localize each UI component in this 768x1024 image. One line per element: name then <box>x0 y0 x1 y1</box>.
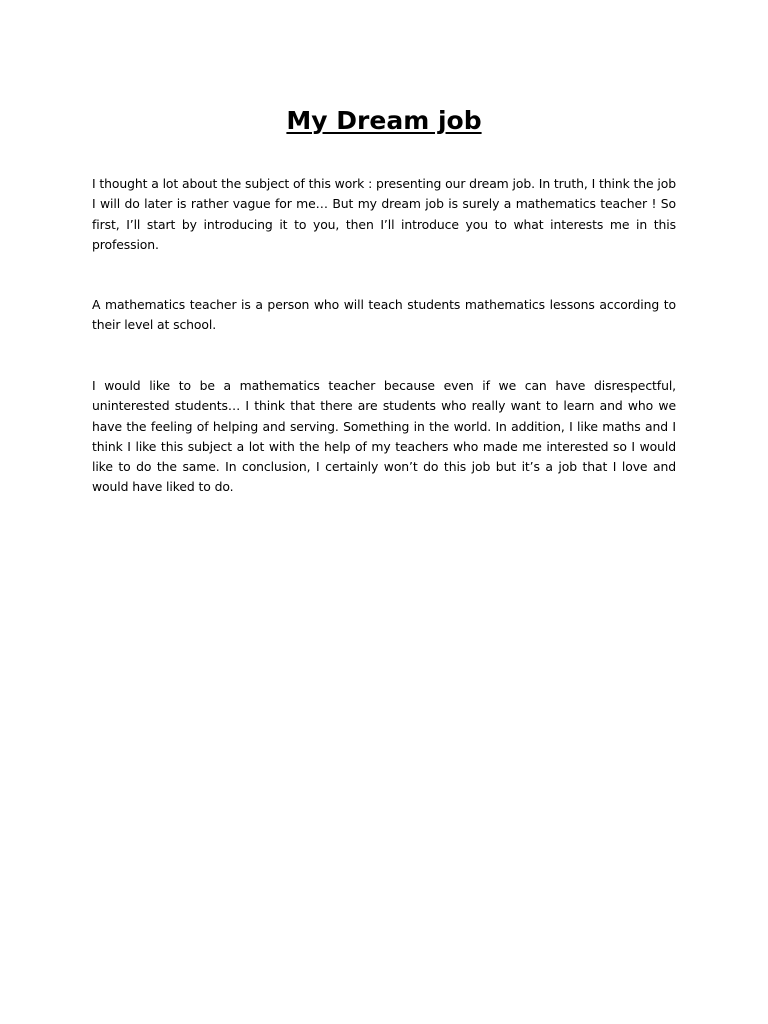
paragraph-motivation: I would like to be a mathematics teacher because even if we can have disrespectful, uninterested students… I think that there are students who really want to learn and who we have the feeling of helping and serving. Something in the world. In addition, I like maths and I think I like this subject a lot with the help of my teachers who made me interested so I would like to do the same. In conclusion, I certainly won’t do this job but it’s a job that I love and would have liked to do. <box>92 378 676 495</box>
paragraph-definition: A mathematics teacher is a person who will teach students mathematics lessons according to their level at school. <box>92 297 676 333</box>
page-title: My Dream job <box>286 106 482 135</box>
paragraph-intro: I thought a lot about the subject of this work : presenting our dream job. In truth, I think the job I will do later is rather vague for me… But my dream job is surely a mathematics teacher ! So first, I’ll start by introducing it to you, then I’ll introduce you to what interests me in this profession. <box>92 176 676 252</box>
